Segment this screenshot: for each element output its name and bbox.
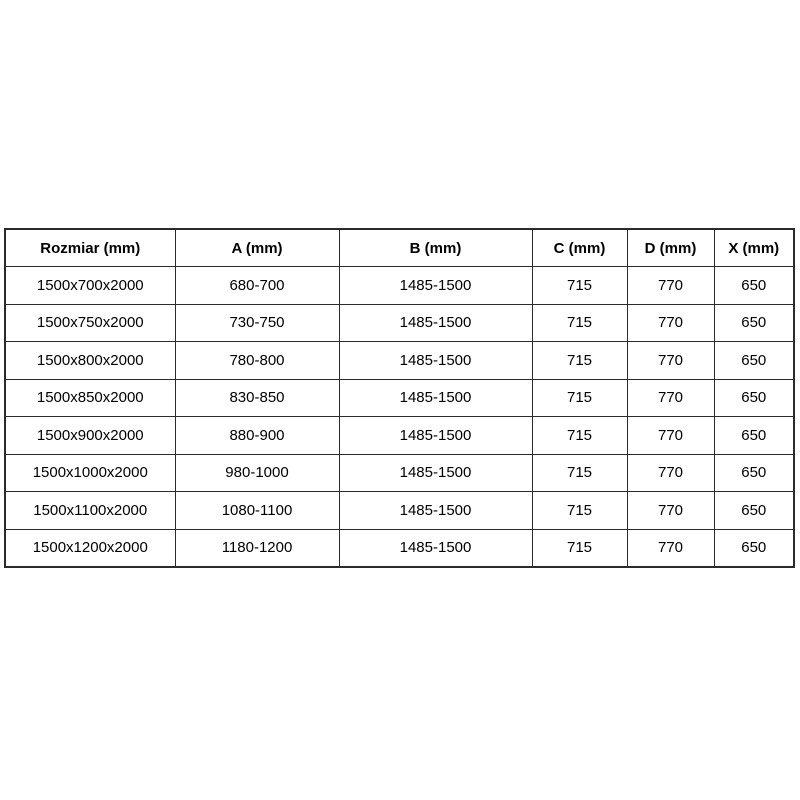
table-cell: 1500x1100x2000 (5, 492, 175, 530)
table-cell: 1485-1500 (339, 454, 532, 492)
table-row (5, 379, 794, 417)
table-cell: 650 (714, 417, 794, 455)
table-row (5, 492, 794, 530)
column-header: D (mm) (627, 229, 714, 267)
column-header: Rozmiar (mm) (5, 229, 175, 267)
table-cell: 770 (627, 454, 714, 492)
table-cell: 650 (714, 379, 794, 417)
table-row (5, 454, 794, 492)
table-cell: 1500x1200x2000 (5, 529, 175, 567)
table-cell: 715 (532, 417, 627, 455)
table-cell: 1485-1500 (339, 417, 532, 455)
table-cell: 715 (532, 529, 627, 567)
table-row (5, 342, 794, 380)
table-cell: 770 (627, 379, 714, 417)
table-cell: 780-800 (175, 342, 339, 380)
table-cell: 1485-1500 (339, 529, 532, 567)
table-cell: 770 (627, 492, 714, 530)
table-row (5, 529, 794, 567)
table-cell: 715 (532, 454, 627, 492)
table-cell: 650 (714, 267, 794, 305)
table-cell: 1500x700x2000 (5, 267, 175, 305)
table-cell: 770 (627, 417, 714, 455)
table-cell: 770 (627, 267, 714, 305)
table-cell: 650 (714, 529, 794, 567)
table-cell: 715 (532, 342, 627, 380)
table-cell: 1485-1500 (339, 304, 532, 342)
table-cell: 1500x850x2000 (5, 379, 175, 417)
table-cell: 680-700 (175, 267, 339, 305)
table-cell: 880-900 (175, 417, 339, 455)
table-cell: 1485-1500 (339, 267, 532, 305)
spec-table-container (4, 228, 793, 568)
table-cell: 830-850 (175, 379, 339, 417)
table-cell: 650 (714, 492, 794, 530)
spec-table-head (5, 229, 794, 267)
table-row (5, 417, 794, 455)
table-row (5, 304, 794, 342)
table-cell: 715 (532, 379, 627, 417)
table-cell: 715 (532, 492, 627, 530)
table-cell: 980-1000 (175, 454, 339, 492)
table-cell: 1500x750x2000 (5, 304, 175, 342)
table-cell: 770 (627, 304, 714, 342)
table-cell: 715 (532, 267, 627, 305)
spec-table (4, 228, 795, 568)
table-cell: 650 (714, 304, 794, 342)
table-cell: 1180-1200 (175, 529, 339, 567)
column-header: C (mm) (532, 229, 627, 267)
table-cell: 1500x800x2000 (5, 342, 175, 380)
table-cell: 1485-1500 (339, 342, 532, 380)
table-cell: 1485-1500 (339, 379, 532, 417)
table-cell: 770 (627, 342, 714, 380)
table-row (5, 267, 794, 305)
table-cell: 1080-1100 (175, 492, 339, 530)
table-cell: 730-750 (175, 304, 339, 342)
table-cell: 1500x900x2000 (5, 417, 175, 455)
column-header: B (mm) (339, 229, 532, 267)
table-cell: 650 (714, 454, 794, 492)
table-cell: 1500x1000x2000 (5, 454, 175, 492)
table-cell: 770 (627, 529, 714, 567)
table-cell: 1485-1500 (339, 492, 532, 530)
table-cell: 715 (532, 304, 627, 342)
table-cell: 650 (714, 342, 794, 380)
column-header: X (mm) (714, 229, 794, 267)
column-header: A (mm) (175, 229, 339, 267)
header-row (5, 229, 794, 267)
spec-table-body (5, 267, 794, 568)
